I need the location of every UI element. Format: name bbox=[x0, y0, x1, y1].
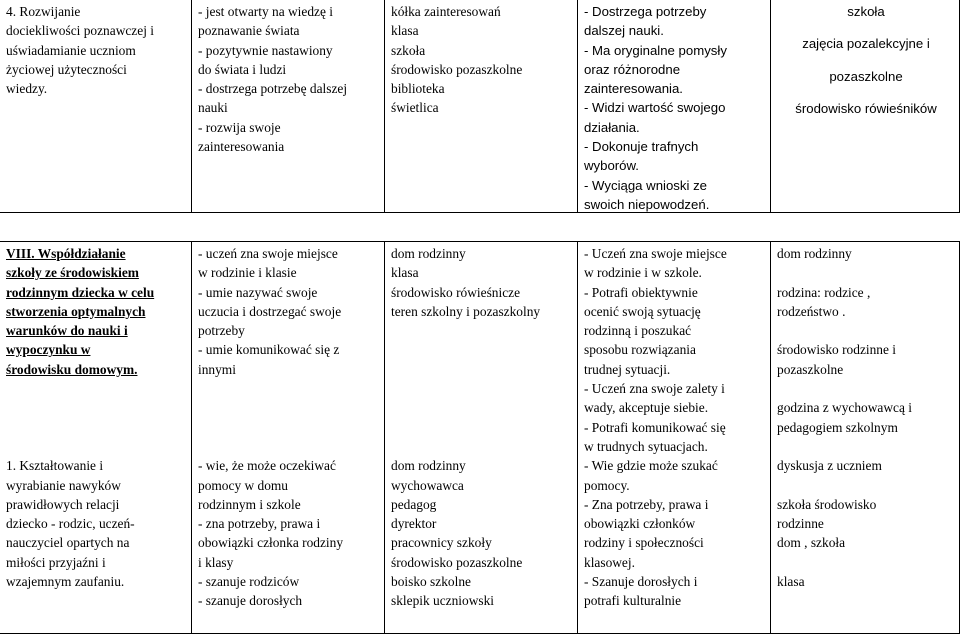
text-line: pozaszkolne bbox=[777, 361, 844, 377]
text-line: - Dostrzega potrzeby bbox=[584, 4, 707, 19]
text-line: w rodzinie i w szkole. bbox=[584, 265, 702, 281]
text-line: wady, akceptuje siebie. bbox=[584, 400, 709, 416]
text-line: do świata i ludzi bbox=[198, 61, 287, 77]
text-line: kółka zainteresowań bbox=[391, 4, 501, 19]
text-line bbox=[777, 553, 955, 572]
cell-goal bbox=[0, 0, 192, 213]
text-line: klasa bbox=[391, 23, 419, 39]
text-line: potrafi kulturalnie bbox=[584, 593, 682, 609]
text-line: rodzinną i poszukać bbox=[584, 323, 692, 339]
cell-goal-viii bbox=[0, 242, 192, 634]
text-line: - Potrafi komunikować się bbox=[584, 419, 726, 435]
text-line: klasowej. bbox=[584, 554, 635, 570]
text-line: teren szkolny i pozaszkolny bbox=[391, 303, 541, 319]
text-line: swoich niepowodzeń. bbox=[584, 196, 710, 212]
text-line: dyrektor bbox=[391, 516, 437, 532]
text-line: sposobu rozwiązania bbox=[584, 342, 696, 358]
text-line: wzajemnym zaufaniu. bbox=[6, 574, 125, 590]
text-line: 4. Rozwijanie bbox=[6, 4, 81, 19]
text-line: - umie komunikować się z bbox=[198, 342, 340, 358]
text-line: - uczeń zna swoje miejsce bbox=[198, 246, 338, 261]
text-line: nauczyciel opartych na bbox=[6, 535, 130, 551]
section-heading bbox=[6, 244, 187, 379]
text-line: - jest otwarty na wiedzę i bbox=[198, 4, 333, 19]
cell-environments bbox=[385, 0, 578, 213]
text-line: ocenić swoją sytuację bbox=[584, 303, 701, 319]
text-line: - Dokonuje trafnych bbox=[584, 139, 699, 155]
cell-forms-viii bbox=[771, 242, 960, 634]
environments-block-2 bbox=[391, 456, 573, 610]
text-line: wyborów. bbox=[584, 158, 639, 174]
text-line: - szanuje rodziców bbox=[198, 574, 300, 590]
text-line: uczucia i dostrzegać swoje bbox=[198, 303, 342, 319]
text-line: w trudnych sytuacjach. bbox=[584, 438, 708, 454]
text-line: godzina z wychowawcą i bbox=[777, 400, 912, 416]
text-line: prawidłowych relacji bbox=[6, 496, 120, 512]
text-line: rodzinnym i szkole bbox=[198, 496, 301, 512]
text-line: - Wyciąga wnioski ze bbox=[584, 177, 708, 193]
text-line: dziecko - rodzic, uczeń- bbox=[6, 516, 135, 532]
outcomes-block-2 bbox=[198, 456, 380, 610]
text-line: szkoły ze środowiskiem bbox=[6, 265, 139, 281]
environments-block-1 bbox=[391, 244, 573, 321]
cell-expected-outcomes-viii bbox=[192, 242, 385, 634]
outcomes-block-1 bbox=[198, 244, 380, 379]
text-line: środowisku domowym. bbox=[6, 361, 138, 377]
text-line: - szanuje dorosłych bbox=[198, 593, 303, 609]
text-line: środowisko rówieśników bbox=[795, 100, 937, 116]
text-line: w rodzinie i klasie bbox=[198, 265, 297, 281]
text-line: warunków do nauki i bbox=[6, 323, 128, 339]
text-line: - Ma oryginalne pomysły bbox=[584, 42, 727, 58]
text-line: - rozwija swoje bbox=[198, 119, 281, 135]
text-line: zajęcia pozalekcyjne i bbox=[802, 36, 930, 52]
text-line: dalszej nauki. bbox=[584, 23, 664, 39]
text-line: - Potrafi obiektywnie bbox=[584, 284, 698, 300]
text-line: życiowej użyteczności bbox=[6, 61, 127, 77]
cell-achievements bbox=[578, 0, 771, 213]
text-line bbox=[777, 379, 955, 398]
text-line: rodzeństwo . bbox=[777, 303, 846, 319]
text-line: potrzeby bbox=[198, 323, 245, 339]
text-line: pedagogiem szkolnym bbox=[777, 419, 898, 435]
text-line: wychowawca bbox=[391, 477, 464, 493]
text-line: dociekliwości poznawczej i bbox=[6, 23, 154, 39]
text-line: - Zna potrzeby, prawa i bbox=[584, 496, 709, 512]
text-line: dom , szkoła bbox=[777, 535, 846, 551]
text-line: stworzenia optymalnych bbox=[6, 303, 146, 319]
text-line: poznawanie świata bbox=[198, 23, 300, 39]
text-line: innymi bbox=[198, 361, 236, 377]
text-line: klasa bbox=[777, 574, 805, 590]
text-line: szkoła bbox=[847, 4, 885, 19]
text-line: wypoczynku w bbox=[6, 342, 91, 358]
text-line: - zna potrzeby, prawa i bbox=[198, 516, 321, 532]
text-line: środowisko pozaszkolne bbox=[391, 554, 523, 570]
text-line: dom rodzinny bbox=[777, 246, 852, 261]
table-row-4 bbox=[0, 0, 960, 213]
text-line: i klasy bbox=[198, 554, 234, 570]
text-line: - pozytywnie nastawiony bbox=[198, 42, 333, 58]
text-line bbox=[777, 476, 955, 495]
text-line bbox=[777, 321, 955, 340]
text-line: - dostrzega potrzebę dalszej bbox=[198, 81, 348, 97]
text-line: rodzinne bbox=[777, 516, 824, 532]
text-line: zainteresowania bbox=[198, 139, 285, 155]
text-line: rodziny i społeczności bbox=[584, 535, 704, 551]
text-line: obowiązki członków bbox=[584, 516, 696, 532]
text-line: trudnej sytuacji. bbox=[584, 361, 671, 377]
text-line: środowisko rodzinne i bbox=[777, 342, 897, 358]
text-line: sklepik uczniowski bbox=[391, 593, 495, 609]
text-line: - Uczeń zna swoje miejsce bbox=[584, 246, 727, 261]
text-line: - Szanuje dorosłych i bbox=[584, 574, 698, 590]
cell-environments-viii bbox=[385, 242, 578, 634]
text-line: - umie nazywać swoje bbox=[198, 284, 318, 300]
text-line: pozaszkolne bbox=[829, 68, 903, 84]
cell-forms bbox=[771, 0, 960, 213]
text-line bbox=[777, 263, 955, 282]
text-line: szkoła środowisko bbox=[777, 496, 877, 512]
text-line: rodzina: rodzice , bbox=[777, 284, 871, 300]
text-line: pomocy. bbox=[584, 477, 630, 493]
text-line: zainteresowania. bbox=[584, 81, 683, 97]
text-line: środowisko pozaszkolne bbox=[391, 61, 523, 77]
text-line: nauki bbox=[198, 100, 228, 116]
cell-expected-outcomes bbox=[192, 0, 385, 213]
text-line bbox=[777, 437, 955, 456]
subgoal-text bbox=[6, 456, 187, 591]
text-line: - Wie gdzie może szukać bbox=[584, 458, 718, 474]
cell-achievements-viii bbox=[578, 242, 771, 634]
text-line: pomocy w domu bbox=[198, 477, 289, 493]
text-line: dyskusja z uczniem bbox=[777, 458, 882, 474]
text-line: szkoła bbox=[391, 42, 426, 58]
text-line: rodzinnym dziecka w celu bbox=[6, 284, 155, 300]
text-line: 1. Kształtowanie i bbox=[6, 458, 104, 474]
text-line: wiedzy. bbox=[6, 81, 48, 97]
text-line: biblioteka bbox=[391, 81, 445, 97]
text-line: - Widzi wartość swojego bbox=[584, 100, 726, 116]
text-line: uświadamianie uczniom bbox=[6, 42, 136, 58]
text-line: świetlica bbox=[391, 100, 439, 116]
text-line: boisko szkolne bbox=[391, 574, 471, 590]
text-line: pedagog bbox=[391, 496, 437, 512]
text-line: obowiązki członka rodziny bbox=[198, 535, 344, 551]
text-line: - wie, że może oczekiwać bbox=[198, 458, 336, 474]
text-line: oraz różnorodne bbox=[584, 61, 681, 77]
text-line: klasa bbox=[391, 265, 419, 281]
text-line: miłości przyjaźni i bbox=[6, 554, 106, 570]
text-line: dom rodzinny bbox=[391, 246, 466, 261]
text-line: działania. bbox=[584, 119, 640, 135]
table-row-8 bbox=[0, 241, 960, 634]
text-line: VIII. Współdziałanie bbox=[6, 246, 126, 261]
text-line: dom rodzinny bbox=[391, 458, 466, 474]
text-line: pracownicy szkoły bbox=[391, 535, 492, 551]
text-line: - Uczeń zna swoje zalety i bbox=[584, 381, 725, 397]
text-line: wyrabianie nawyków bbox=[6, 477, 121, 493]
text-line: środowisko rówieśnicze bbox=[391, 284, 521, 300]
